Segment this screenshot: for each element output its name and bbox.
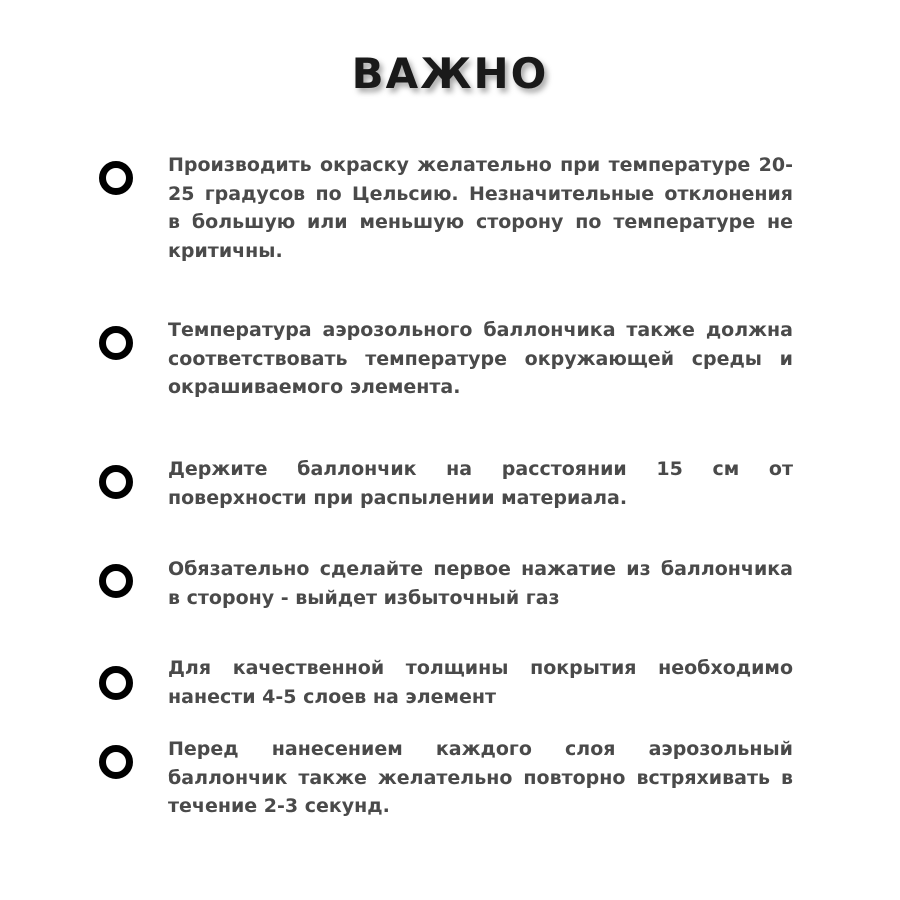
bullet-icon	[99, 161, 133, 195]
list-item-text: Обязательно сделайте первое нажатие из баллончика в сторону - выйдет избыточный газ	[168, 558, 793, 609]
list-item-text: Для качественной толщины покрытия необходимо нанести 4-5 слоев на элемент	[168, 657, 793, 708]
list-item-text: Держите баллончик на расстоянии 15 см от поверхности при распылении материала.	[168, 458, 793, 509]
list-item-text: Температура аэрозольного баллончика также должна соответствовать температуре окружающей среды и окрашиваемого элемента.	[168, 319, 793, 398]
list-item-text: Перед нанесением каждого слоя аэрозольный баллончик также желательно повторно встряхивать в течение 2-3 секунд.	[168, 738, 793, 817]
page-title: ВАЖНО	[351, 49, 549, 98]
bullet-icon	[99, 564, 133, 598]
bullet-icon	[99, 666, 133, 700]
list-item-text: Производить окраску желательно при температуре 20-25 градусов по Цельсию. Незначительные отклонения в большую или меньшую сторону по температуре не критичны.	[168, 154, 793, 262]
bullet-icon	[99, 465, 133, 499]
bullet-icon	[99, 745, 133, 779]
bullet-icon	[99, 326, 133, 360]
